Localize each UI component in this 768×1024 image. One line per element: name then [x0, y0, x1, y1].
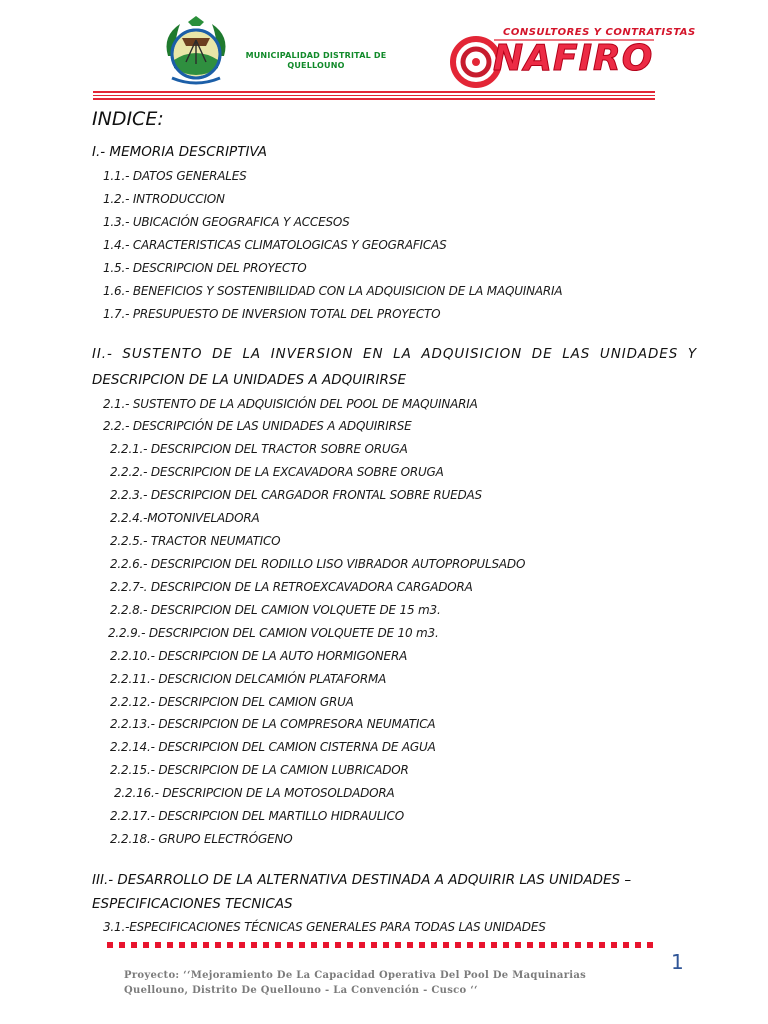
toc-item: 1.2.- INTRODUCCION	[103, 192, 225, 206]
toc-subitem: 2.2.15.- DESCRIPCION DE LA CAMION LUBRICADOR	[110, 763, 409, 777]
consultant-tagline: CONSULTORES Y CONTRATISTAS	[503, 27, 696, 38]
toc-item: 1.6.- BENEFICIOS Y SOSTENIBILIDAD CON LA ADQUISICION DE LA MAQUINARIA	[103, 284, 563, 298]
toc-subitem: 2.2.17.- DESCRIPCION DEL MARTILLO HIDRAULICO	[110, 809, 404, 823]
toc-item: 1.1.- DATOS GENERALES	[103, 169, 247, 183]
toc-item: 1.5.- DESCRIPCION DEL PROYECTO	[103, 261, 307, 275]
toc-subitem: 2.2.18.- GRUPO ELECTRÓGENO	[110, 832, 293, 846]
section-2-title-line1: II.- SUSTENTO DE LA INVERSION EN LA ADQUISICION DE LAS UNIDADES Y	[92, 346, 698, 362]
toc-subitem: 2.2.5.- TRACTOR NEUMATICO	[110, 534, 281, 548]
toc-subitem: 2.2.6.- DESCRIPCION DEL RODILLO LISO VIBRADOR AUTOPROPULSADO	[110, 557, 526, 571]
toc-subitem: 2.2.1.- DESCRIPCION DEL TRACTOR SOBRE ORUGA	[110, 442, 408, 456]
toc-subitem: 2.2.9.- DESCRIPCION DEL CAMION VOLQUETE DE 10 m3.	[108, 626, 439, 640]
toc-item: 2.2.- DESCRIPCIÓN DE LAS UNIDADES A ADQUIRIRSE	[103, 419, 412, 433]
section-3-title-line1: III.- DESARROLLO DE LA ALTERNATIVA DESTINADA A ADQUIRIR LAS UNIDADES –	[92, 872, 632, 888]
toc-subitem: 2.2.16.- DESCRIPCION DE LA MOTOSOLDADORA	[114, 786, 395, 800]
municipality-name-line1: MUNICIPALIDAD DISTRITAL DE	[245, 51, 387, 60]
footer-project-line1: Proyecto: ‘‘Mejoramiento De La Capacidad Operativa Del Pool De Maquinarias	[124, 970, 587, 981]
toc-subitem: 2.2.12.- DESCRIPCION DEL CAMION GRUA	[110, 695, 354, 709]
toc-item: 1.7.- PRESUPUESTO DE INVERSION TOTAL DEL PROYECTO	[103, 307, 441, 321]
footer-project-line2: Quellouno, Distrito De Quellouno - La Convención - Cusco ‘‘	[124, 985, 478, 996]
toc-item: 1.4.- CARACTERISTICAS CLIMATOLOGICAS Y GEOGRAFICAS	[103, 238, 447, 252]
toc-subitem: 2.2.8.- DESCRIPCION DEL CAMION VOLQUETE DE 15 m3.	[110, 603, 441, 617]
toc-title: INDICE:	[92, 108, 164, 130]
consultant-brand: NAFIRO	[493, 38, 654, 79]
toc-item: 1.3.- UBICACIÓN GEOGRAFICA Y ACCESOS	[103, 215, 350, 229]
section-3-title-line2: ESPECIFICACIONES TECNICAS	[92, 896, 293, 912]
toc-subitem: 2.2.10.- DESCRIPCION DE LA AUTO HORMIGONERA	[110, 649, 408, 663]
footer-project	[124, 968, 624, 998]
toc-subitem: 2.2.7-. DESCRIPCION DE LA RETROEXCAVADORA CARGADORA	[110, 580, 473, 594]
toc-item: 2.1.- SUSTENTO DE LA ADQUISICIÓN DEL POOL DE MAQUINARIA	[103, 397, 478, 411]
toc-subitem: 2.2.13.- DESCRIPCION DE LA COMPRESORA NEUMATICA	[110, 717, 436, 731]
municipality-name-line2: QUELLOUNO	[287, 61, 345, 70]
page-number: 1	[671, 950, 684, 974]
footer-dotted-divider	[107, 942, 655, 948]
section-2-title-line2: DESCRIPCION DE LA UNIDADES A ADQUIRIRSE	[92, 372, 406, 388]
toc-subitem: 2.2.14.- DESCRIPCION DEL CAMION CISTERNA DE AGUA	[110, 740, 436, 754]
toc-subitem: 2.2.2.- DESCRIPCION DE LA EXCAVADORA SOBRE ORUGA	[110, 465, 444, 479]
toc-subitem: 2.2.4.-MOTONIVELADORA	[110, 511, 260, 525]
toc-item: 3.1.-ESPECIFICACIONES TÉCNICAS GENERALES PARA TODAS LAS UNIDADES	[103, 920, 546, 934]
section-1-title: I.- MEMORIA DESCRIPTIVA	[92, 144, 267, 160]
toc-subitem: 2.2.3.- DESCRIPCION DEL CARGADOR FRONTAL SOBRE RUEDAS	[110, 488, 482, 502]
toc-subitem: 2.2.11.- DESCRICION DELCAMIÓN PLATAFORMA	[110, 672, 387, 686]
